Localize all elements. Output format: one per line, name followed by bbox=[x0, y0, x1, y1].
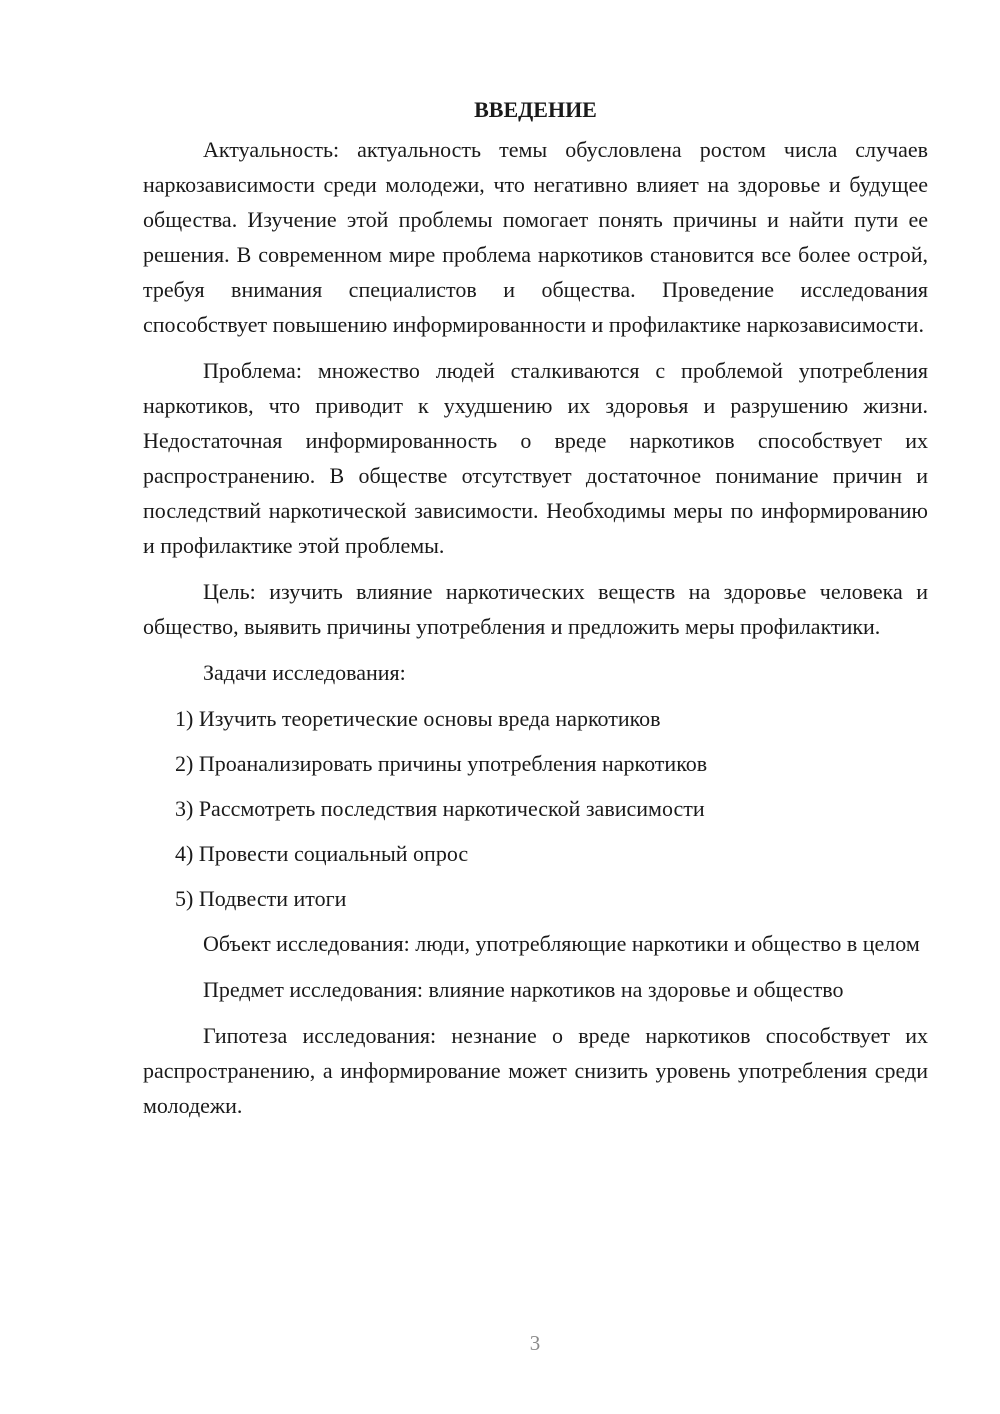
task-item: 1) Изучить теоретические основы вреда наркотиков bbox=[175, 706, 661, 731]
goal-paragraph: Цель: изучить влияние наркотических веществ на здоровье человека и общество, выявить причины употребления и предложить меры профилактики. bbox=[143, 579, 928, 639]
tasks-heading: Задачи исследования: bbox=[203, 660, 406, 685]
relevance-paragraph: Актуальность: актуальность темы обусловлена ростом числа случаев наркозависимости среди молодежи, что негативно влияет на здоровье и будущее общества. Изучение этой проблемы помогает понять причины и найти пути ее решения. В современном мире проблема наркотиков становится все более острой, требуя внимания специалистов и общества. Проведение исследования способствует повышению информированности и профилактике наркозависимости. bbox=[143, 137, 928, 337]
page-title: ВВЕДЕНИЕ bbox=[474, 97, 597, 122]
task-item: 4) Провести социальный опрос bbox=[175, 841, 469, 866]
task-item: 3) Рассмотреть последствия наркотической зависимости bbox=[175, 796, 705, 821]
problem-paragraph: Проблема: множество людей сталкиваются с проблемой употребления наркотиков, что приводит к ухудшению их здоровья и разрушению жизни. Недостаточная информированность о вреде наркотиков способствует их распространению. В обществе отсутствует достаточное понимание причин и последствий наркотической зависимости. Необходимы меры по информированию и профилактике этой проблемы. bbox=[143, 358, 928, 558]
hypothesis-paragraph: Гипотеза исследования: незнание о вреде наркотиков способствует их распространению, а информирование может снизить уровень употребления среди молодежи. bbox=[143, 1023, 928, 1118]
object-paragraph: Объект исследования: люди, употребляющие наркотики и общество в целом bbox=[203, 931, 920, 956]
subject-paragraph: Предмет исследования: влияние наркотиков на здоровье и общество bbox=[203, 977, 844, 1002]
tasks-list bbox=[143, 701, 928, 916]
task-item: 2) Проанализировать причины употребления наркотиков bbox=[175, 751, 708, 776]
document-page bbox=[143, 92, 928, 1134]
page-number: 3 bbox=[529, 1331, 541, 1355]
task-item: 5) Подвести итоги bbox=[175, 886, 347, 911]
